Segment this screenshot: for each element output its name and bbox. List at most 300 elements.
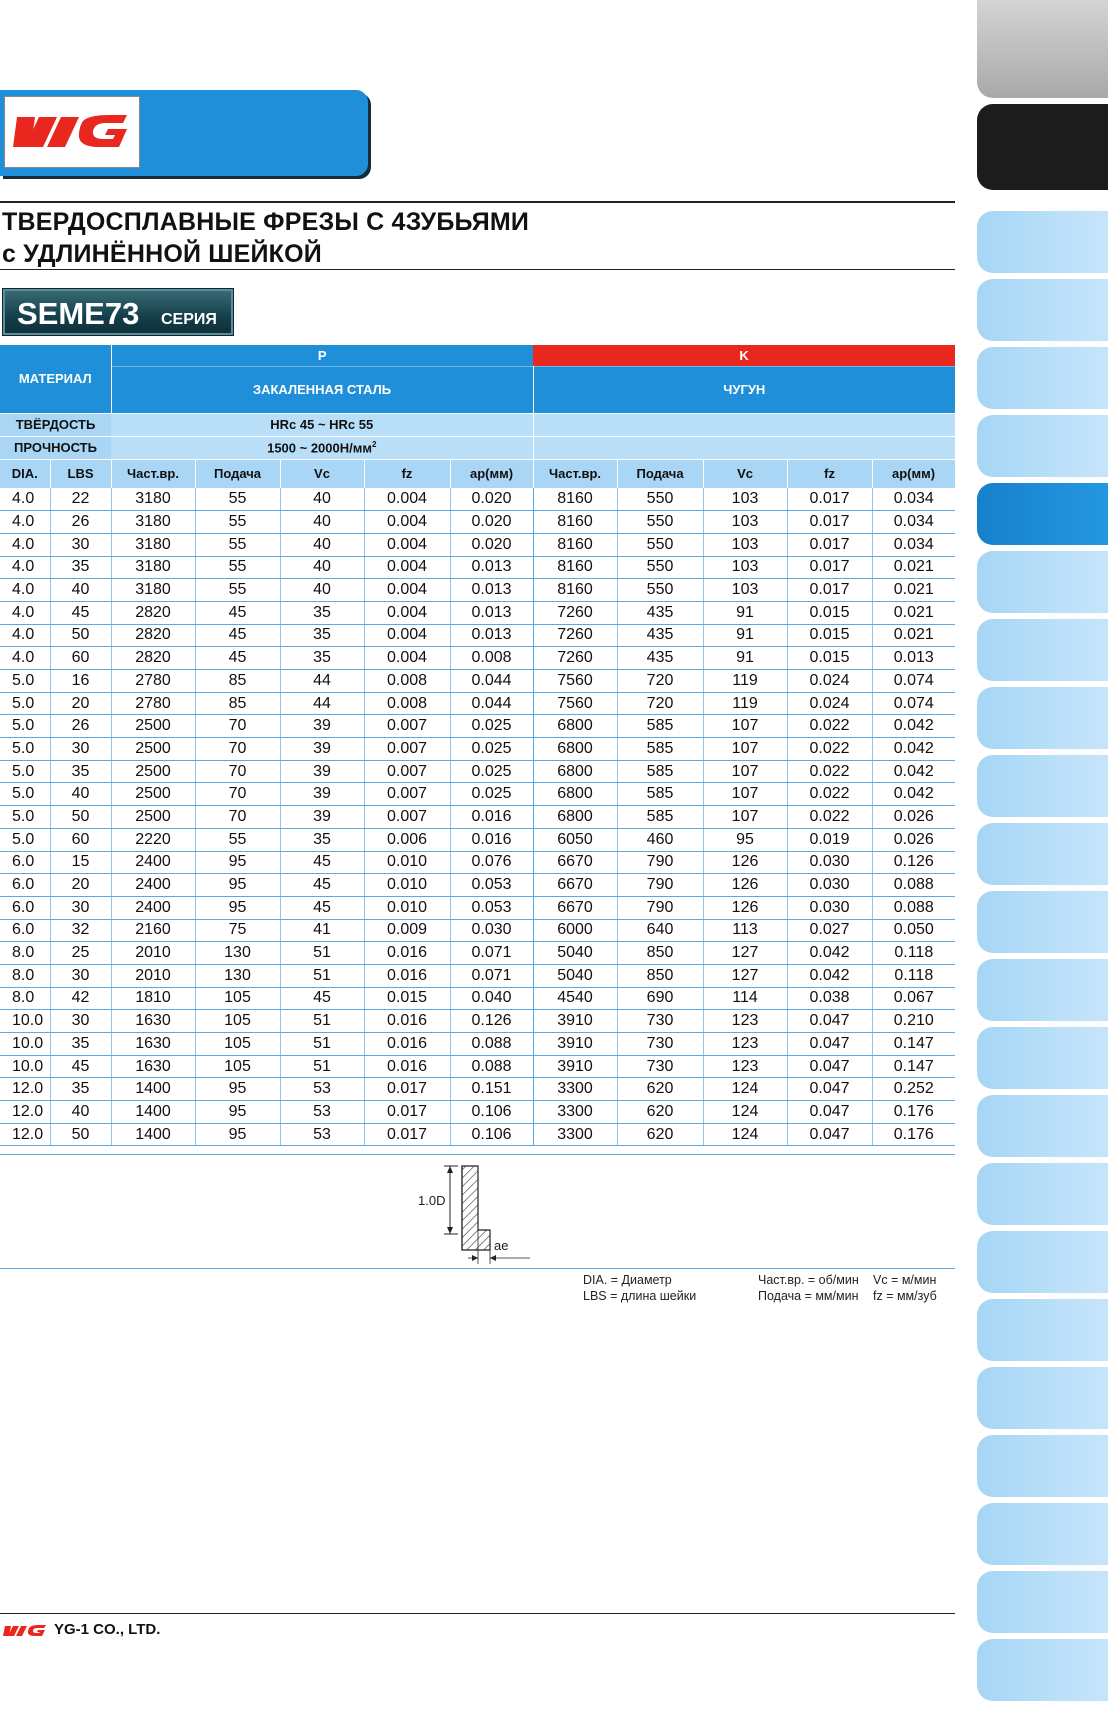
table-cell: 0.176 xyxy=(872,1101,955,1124)
table-cell: 0.042 xyxy=(872,760,955,783)
table-cell: 51 xyxy=(280,964,364,987)
table-cell: 26 xyxy=(50,715,111,738)
table-cell: 95 xyxy=(195,874,280,897)
table-cell: 4.0 xyxy=(0,488,50,511)
table-cell: 10.0 xyxy=(0,1033,50,1056)
tab-section[interactable] xyxy=(977,1435,1108,1497)
table-cell: 3910 xyxy=(533,1010,617,1033)
table-cell: 0.047 xyxy=(787,1033,872,1056)
table-cell: 0.042 xyxy=(872,715,955,738)
table-cell: 2010 xyxy=(111,942,195,965)
table-row xyxy=(0,964,955,987)
table-cell: 0.106 xyxy=(450,1123,533,1146)
table-cell: 4540 xyxy=(533,987,617,1010)
ae-label: ae xyxy=(494,1238,509,1253)
table-cell: 5.0 xyxy=(0,738,50,761)
table-cell: 0.013 xyxy=(450,556,533,579)
table-cell: 6800 xyxy=(533,806,617,829)
table-cell: 0.022 xyxy=(787,738,872,761)
tab-active[interactable] xyxy=(977,483,1108,545)
table-cell: 51 xyxy=(280,1033,364,1056)
table-cell: 2220 xyxy=(111,828,195,851)
table-cell: 0.047 xyxy=(787,1078,872,1101)
strength-label: ПРОЧНОСТЬ xyxy=(0,436,111,459)
table-cell: 30 xyxy=(50,1010,111,1033)
table-cell: 127 xyxy=(703,964,787,987)
table-cell: 8160 xyxy=(533,533,617,556)
table-cell: 0.047 xyxy=(787,1010,872,1033)
table-cell: 0.126 xyxy=(450,1010,533,1033)
table-cell: 45 xyxy=(280,851,364,874)
tab-section[interactable] xyxy=(977,1231,1108,1293)
series-badge xyxy=(2,288,234,336)
table-cell: 0.030 xyxy=(787,851,872,874)
table-cell: 4.0 xyxy=(0,533,50,556)
table-cell: 107 xyxy=(703,715,787,738)
table-cell: 435 xyxy=(617,601,703,624)
table-cell: 2500 xyxy=(111,806,195,829)
table-cell: 39 xyxy=(280,806,364,829)
table-cell: 0.015 xyxy=(364,987,450,1010)
table-cell: 2160 xyxy=(111,919,195,942)
table-cell: 15 xyxy=(50,851,111,874)
table-cell: 40 xyxy=(280,511,364,534)
tab-section[interactable] xyxy=(977,415,1108,477)
column-header: DIA. xyxy=(0,459,50,488)
table-cell: 730 xyxy=(617,1010,703,1033)
table-cell: 0.151 xyxy=(450,1078,533,1101)
tab-section[interactable] xyxy=(977,1095,1108,1157)
table-cell: 0.004 xyxy=(364,556,450,579)
table-cell: 70 xyxy=(195,715,280,738)
table-cell: 0.017 xyxy=(787,533,872,556)
hardness-k xyxy=(533,413,955,436)
table-cell: 123 xyxy=(703,1033,787,1056)
table-cell: 130 xyxy=(195,942,280,965)
table-row xyxy=(0,806,955,829)
table-cell: 0.007 xyxy=(364,806,450,829)
table-cell: 0.022 xyxy=(787,806,872,829)
table-cell: 0.017 xyxy=(364,1123,450,1146)
table-cell: 0.044 xyxy=(450,692,533,715)
table-cell: 8160 xyxy=(533,488,617,511)
table-cell: 40 xyxy=(50,783,111,806)
table-cell: 690 xyxy=(617,987,703,1010)
table-row xyxy=(0,1101,955,1124)
table-cell: 70 xyxy=(195,806,280,829)
table-cell: 585 xyxy=(617,715,703,738)
table-cell: 2500 xyxy=(111,783,195,806)
table-cell: 550 xyxy=(617,579,703,602)
table-cell: 95 xyxy=(195,896,280,919)
table-cell: 460 xyxy=(617,828,703,851)
table-cell: 0.088 xyxy=(872,874,955,897)
column-header: Vc xyxy=(280,459,364,488)
table-cell: 0.017 xyxy=(787,488,872,511)
table-cell: 0.013 xyxy=(450,601,533,624)
tab-section[interactable] xyxy=(977,347,1108,409)
table-cell: 0.027 xyxy=(787,919,872,942)
table-cell: 0.013 xyxy=(450,579,533,602)
table-cell: 1630 xyxy=(111,1010,195,1033)
column-header-row xyxy=(0,459,955,488)
table-cell: 51 xyxy=(280,1055,364,1078)
table-cell: 0.021 xyxy=(872,556,955,579)
table-cell: 0.026 xyxy=(872,828,955,851)
table-cell: 620 xyxy=(617,1078,703,1101)
table-cell: 105 xyxy=(195,1010,280,1033)
table-cell: 2400 xyxy=(111,896,195,919)
page-title-line2: с УДЛИНЁННОЙ ШЕЙКОЙ xyxy=(2,240,322,268)
table-cell: 0.024 xyxy=(787,692,872,715)
table-cell: 6670 xyxy=(533,874,617,897)
table-cell: 107 xyxy=(703,738,787,761)
table-cell: 5.0 xyxy=(0,783,50,806)
column-header: ap(мм) xyxy=(450,459,533,488)
table-cell: 40 xyxy=(280,579,364,602)
hardness-p: HRc 45 ~ HRc 55 xyxy=(111,413,533,436)
table-cell: 127 xyxy=(703,942,787,965)
material-k: ЧУГУН xyxy=(533,366,955,413)
table-cell: 1400 xyxy=(111,1101,195,1124)
table-cell: 0.020 xyxy=(450,511,533,534)
column-header: Подача xyxy=(195,459,280,488)
table-cell: 730 xyxy=(617,1033,703,1056)
table-cell: 5.0 xyxy=(0,670,50,693)
table-cell: 70 xyxy=(195,783,280,806)
tab-section[interactable] xyxy=(977,1299,1108,1361)
table-cell: 45 xyxy=(195,647,280,670)
table-cell: 5.0 xyxy=(0,715,50,738)
table-cell: 0.126 xyxy=(872,851,955,874)
table-cell: 119 xyxy=(703,692,787,715)
table-cell: 0.006 xyxy=(364,828,450,851)
table-cell: 35 xyxy=(50,556,111,579)
column-header: fz xyxy=(787,459,872,488)
table-cell: 85 xyxy=(195,692,280,715)
table-cell: 70 xyxy=(195,760,280,783)
footer-rule xyxy=(0,1613,955,1614)
tab-black[interactable] xyxy=(977,104,1108,190)
tab-section[interactable] xyxy=(977,891,1108,953)
table-cell: 0.038 xyxy=(787,987,872,1010)
title-rule-bottom xyxy=(0,269,955,270)
table-cell: 35 xyxy=(50,760,111,783)
tab-gray[interactable] xyxy=(977,0,1108,98)
table-cell: 6670 xyxy=(533,851,617,874)
tab-section[interactable] xyxy=(977,279,1108,341)
table-cell: 50 xyxy=(50,1123,111,1146)
column-header: ap(мм) xyxy=(872,459,955,488)
table-row xyxy=(0,1055,955,1078)
table-cell: 126 xyxy=(703,851,787,874)
table-cell: 35 xyxy=(280,828,364,851)
tab-section[interactable] xyxy=(977,211,1108,273)
table-cell: 1810 xyxy=(111,987,195,1010)
table-cell: 103 xyxy=(703,533,787,556)
table-cell: 0.022 xyxy=(787,760,872,783)
table-cell: 0.042 xyxy=(872,783,955,806)
table-cell: 10.0 xyxy=(0,1055,50,1078)
table-cell: 25 xyxy=(50,942,111,965)
table-cell: 2500 xyxy=(111,715,195,738)
table-cell: 2820 xyxy=(111,624,195,647)
table-cell: 0.007 xyxy=(364,760,450,783)
table-cell: 0.067 xyxy=(872,987,955,1010)
table-cell: 0.030 xyxy=(787,874,872,897)
table-cell: 0.004 xyxy=(364,488,450,511)
column-header: Част.вр. xyxy=(111,459,195,488)
table-cell: 0.034 xyxy=(872,533,955,556)
table-cell: 5.0 xyxy=(0,828,50,851)
table-cell: 585 xyxy=(617,738,703,761)
table-cell: 0.016 xyxy=(364,1055,450,1078)
table-cell: 3910 xyxy=(533,1055,617,1078)
table-cell: 55 xyxy=(195,828,280,851)
legend-middle xyxy=(758,1272,859,1304)
table-cell: 0.042 xyxy=(787,964,872,987)
group-k-header: K xyxy=(533,345,955,366)
table-cell: 0.010 xyxy=(364,896,450,919)
tab-section[interactable] xyxy=(977,619,1108,681)
table-cell: 0.017 xyxy=(787,556,872,579)
table-cell: 7260 xyxy=(533,624,617,647)
table-cell: 2820 xyxy=(111,601,195,624)
table-cell: 8.0 xyxy=(0,987,50,1010)
legend-left xyxy=(583,1272,696,1304)
table-cell: 39 xyxy=(280,738,364,761)
table-cell: 20 xyxy=(50,692,111,715)
table-cell: 16 xyxy=(50,670,111,693)
table-cell: 0.013 xyxy=(872,647,955,670)
table-cell: 0.004 xyxy=(364,647,450,670)
table-cell: 0.042 xyxy=(787,942,872,965)
tab-section[interactable] xyxy=(977,755,1108,817)
table-cell: 35 xyxy=(50,1078,111,1101)
table-cell: 95 xyxy=(195,1078,280,1101)
table-cell: 0.030 xyxy=(450,919,533,942)
tab-section[interactable] xyxy=(977,1639,1108,1701)
table-cell: 3300 xyxy=(533,1123,617,1146)
column-header: Vc xyxy=(703,459,787,488)
table-cell: 0.034 xyxy=(872,511,955,534)
table-cell: 113 xyxy=(703,919,787,942)
tab-section[interactable] xyxy=(977,959,1108,1021)
cutting-depth-diagram xyxy=(410,1162,610,1267)
table-cell: 1630 xyxy=(111,1033,195,1056)
depth-label: 1.0D xyxy=(418,1193,446,1208)
table-cell: 0.016 xyxy=(364,1010,450,1033)
table-cell: 585 xyxy=(617,783,703,806)
table-cell: 4.0 xyxy=(0,556,50,579)
table-cell: 1630 xyxy=(111,1055,195,1078)
table-cell: 39 xyxy=(280,783,364,806)
table-cell: 3180 xyxy=(111,511,195,534)
table-cell: 44 xyxy=(280,692,364,715)
table-cell: 107 xyxy=(703,783,787,806)
table-cell: 0.021 xyxy=(872,624,955,647)
tab-section[interactable] xyxy=(977,551,1108,613)
table-cell: 53 xyxy=(280,1101,364,1124)
table-cell: 0.071 xyxy=(450,964,533,987)
table-cell: 0.016 xyxy=(364,1033,450,1056)
table-cell: 8160 xyxy=(533,579,617,602)
table-cell: 0.016 xyxy=(364,964,450,987)
table-cell: 0.044 xyxy=(450,670,533,693)
table-cell: 2010 xyxy=(111,964,195,987)
table-row xyxy=(0,511,955,534)
table-cell: 435 xyxy=(617,647,703,670)
table-cell: 850 xyxy=(617,964,703,987)
table-cell: 720 xyxy=(617,692,703,715)
table-cell: 55 xyxy=(195,488,280,511)
table-cell: 2500 xyxy=(111,738,195,761)
table-cell: 0.008 xyxy=(364,670,450,693)
table-cell: 6.0 xyxy=(0,874,50,897)
table-row xyxy=(0,942,955,965)
table-cell: 0.047 xyxy=(787,1055,872,1078)
table-cell: 0.008 xyxy=(450,647,533,670)
table-cell: 0.010 xyxy=(364,851,450,874)
table-cell: 39 xyxy=(280,715,364,738)
table-row xyxy=(0,874,955,897)
table-cell: 35 xyxy=(280,624,364,647)
table-cell: 0.024 xyxy=(787,670,872,693)
table-row xyxy=(0,851,955,874)
table-cell: 0.022 xyxy=(787,715,872,738)
table-cell: 130 xyxy=(195,964,280,987)
table-cell: 0.025 xyxy=(450,738,533,761)
table-cell: 4.0 xyxy=(0,647,50,670)
table-cell: 720 xyxy=(617,670,703,693)
table-cell: 0.040 xyxy=(450,987,533,1010)
table-row xyxy=(0,1010,955,1033)
table-cell: 91 xyxy=(703,624,787,647)
table-cell: 105 xyxy=(195,987,280,1010)
table-cell: 0.017 xyxy=(787,511,872,534)
table-cell: 0.025 xyxy=(450,760,533,783)
table-cell: 3180 xyxy=(111,556,195,579)
table-row xyxy=(0,579,955,602)
table-cell: 124 xyxy=(703,1123,787,1146)
table-cell: 0.030 xyxy=(787,896,872,919)
legend-lbs: LBS = длина шейки xyxy=(583,1289,697,1303)
tab-section[interactable] xyxy=(977,1163,1108,1225)
header-logo-block xyxy=(0,90,370,178)
tab-section[interactable] xyxy=(977,1367,1108,1429)
table-row xyxy=(0,647,955,670)
cutting-data-table xyxy=(0,345,956,1146)
tab-section[interactable] xyxy=(977,1571,1108,1633)
table-cell: 40 xyxy=(50,1101,111,1124)
table-row xyxy=(0,488,955,511)
table-cell: 7260 xyxy=(533,601,617,624)
table-cell: 7260 xyxy=(533,647,617,670)
table-cell: 790 xyxy=(617,874,703,897)
table-cell: 12.0 xyxy=(0,1123,50,1146)
table-row xyxy=(0,828,955,851)
column-header: fz xyxy=(364,459,450,488)
table-cell: 70 xyxy=(195,738,280,761)
table-cell: 0.007 xyxy=(364,738,450,761)
table-cell: 8160 xyxy=(533,556,617,579)
table-cell: 41 xyxy=(280,919,364,942)
table-cell: 550 xyxy=(617,511,703,534)
table-cell: 2780 xyxy=(111,670,195,693)
table-cell: 3180 xyxy=(111,488,195,511)
table-body xyxy=(0,488,955,1146)
table-row xyxy=(0,783,955,806)
table-cell: 4.0 xyxy=(0,579,50,602)
table-cell: 2820 xyxy=(111,647,195,670)
tab-section[interactable] xyxy=(977,687,1108,749)
material-header: МАТЕРИАЛ xyxy=(0,345,111,413)
tab-section[interactable] xyxy=(977,1027,1108,1089)
table-cell: 0.016 xyxy=(450,828,533,851)
table-cell: 55 xyxy=(195,579,280,602)
table-cell: 105 xyxy=(195,1055,280,1078)
table-cell: 103 xyxy=(703,488,787,511)
table-cell: 0.042 xyxy=(872,738,955,761)
table-cell: 53 xyxy=(280,1123,364,1146)
table-cell: 0.004 xyxy=(364,579,450,602)
table-cell: 20 xyxy=(50,874,111,897)
strength-p xyxy=(111,436,533,459)
table-cell: 0.010 xyxy=(364,874,450,897)
table-cell: 0.026 xyxy=(872,806,955,829)
table-row xyxy=(0,760,955,783)
table-cell: 550 xyxy=(617,533,703,556)
table-cell: 0.210 xyxy=(872,1010,955,1033)
table-cell: 55 xyxy=(195,556,280,579)
table-cell: 730 xyxy=(617,1055,703,1078)
table-cell: 0.009 xyxy=(364,919,450,942)
table-cell: 2780 xyxy=(111,692,195,715)
table-cell: 640 xyxy=(617,919,703,942)
table-cell: 6800 xyxy=(533,760,617,783)
table-cell: 107 xyxy=(703,760,787,783)
table-cell: 123 xyxy=(703,1055,787,1078)
table-cell: 42 xyxy=(50,987,111,1010)
table-cell: 6800 xyxy=(533,715,617,738)
table-cell: 8160 xyxy=(533,511,617,534)
table-cell: 4.0 xyxy=(0,601,50,624)
table-row xyxy=(0,1033,955,1056)
table-row xyxy=(0,601,955,624)
table-cell: 3180 xyxy=(111,533,195,556)
legend-rpm: Част.вр. = об/мин xyxy=(758,1273,859,1287)
tab-section[interactable] xyxy=(977,823,1108,885)
table-cell: 0.015 xyxy=(787,601,872,624)
table-cell: 30 xyxy=(50,738,111,761)
table-cell: 4.0 xyxy=(0,624,50,647)
table-cell: 6.0 xyxy=(0,851,50,874)
table-cell: 0.147 xyxy=(872,1033,955,1056)
tab-section[interactable] xyxy=(977,1503,1108,1565)
column-header: LBS xyxy=(50,459,111,488)
table-cell: 0.016 xyxy=(450,806,533,829)
table-cell: 0.004 xyxy=(364,601,450,624)
table-row xyxy=(0,987,955,1010)
page-title-line1: ТВЕРДОСПЛАВНЫЕ ФРЕЗЫ С 4ЗУБЬЯМИ xyxy=(2,208,530,236)
table-cell: 3180 xyxy=(111,579,195,602)
legend-rule xyxy=(0,1268,955,1269)
table-cell: 0.019 xyxy=(787,828,872,851)
table-cell: 0.088 xyxy=(450,1033,533,1056)
table-row xyxy=(0,556,955,579)
table-cell: 0.017 xyxy=(364,1101,450,1124)
table-cell: 45 xyxy=(280,896,364,919)
